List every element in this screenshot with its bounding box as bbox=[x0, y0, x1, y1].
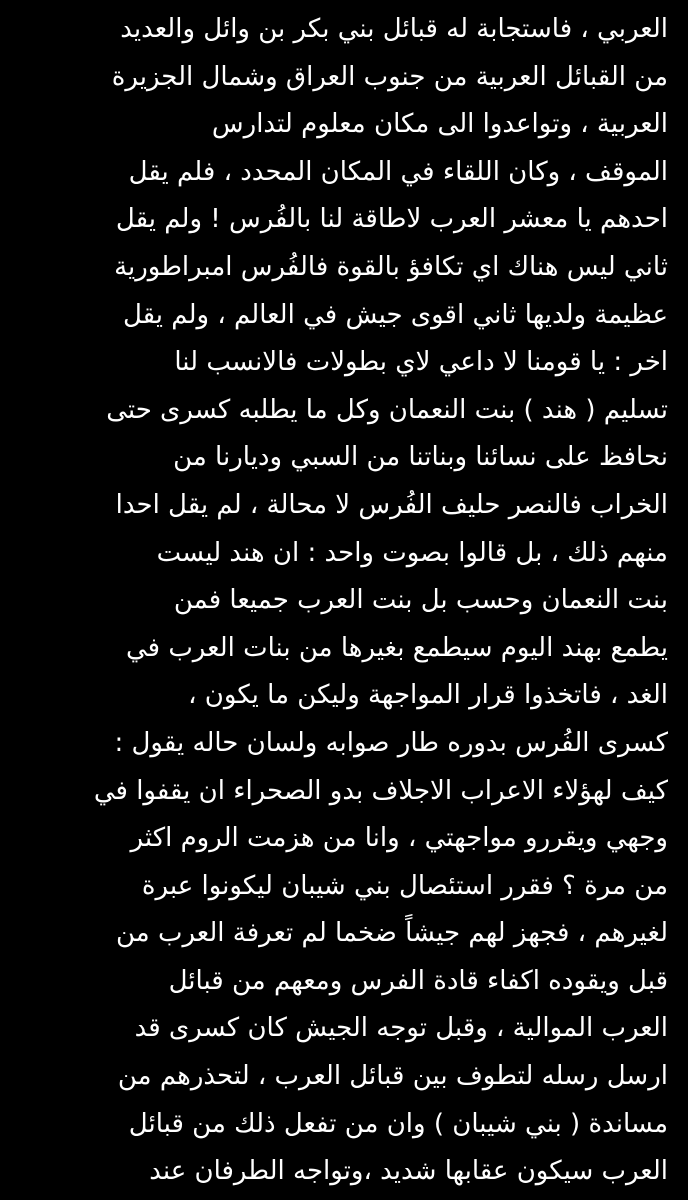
text-line: ارسل رسله لتطوف بين قبائل العرب ، لتحذرهم من bbox=[117, 1061, 668, 1092]
text-line: قبل ويقوده اكفاء قادة الفرس ومعهم من قبائل bbox=[168, 965, 668, 996]
text-line: كسرى الفُرس بدوره طار صوابه ولسان حاله يقول : bbox=[114, 727, 668, 758]
text-line: العربي ، فاستجابة له قبائل بني بكر بن وائل والعديد bbox=[120, 14, 668, 44]
text-line: الخراب فالنصر حليف الفُرس لا محالة ، لم يقل احدا bbox=[115, 489, 668, 520]
text-line: منهم ذلك ، بل قالوا بصوت واحد : ان هند ليست bbox=[156, 537, 668, 568]
text-line: بنت النعمان وحسب بل بنت العرب جميعا فمن bbox=[173, 585, 668, 616]
text-line: العرب الموالية ، وقبل توجه الجيش كان كسرى قد bbox=[134, 1013, 668, 1044]
text-line: كيف لهؤلاء الاعراب الاجلاف بدو الصحراء ان يقفوا في bbox=[93, 775, 668, 806]
text-line: وجهي ويقررو مواجهتي ، وانا من هزمت الروم اكثر bbox=[130, 823, 668, 854]
text-line: مساندة ( بني شيبان ) وان من تفعل ذلك من قبائل bbox=[128, 1108, 668, 1139]
text-line: العربية ، وتواعدوا الى مكان معلوم لتدارس bbox=[211, 109, 668, 140]
text-line: من مرة ؟ فقرر استئصال بني شيبان ليكونوا عبرة bbox=[141, 870, 668, 901]
text-line: احدهم يا معشر العرب لاطاقة لنا بالفُرس ! ولم يقل bbox=[115, 204, 668, 235]
text-line: نحافظ على نسائنا وبناتنا من السبي وديارنا من bbox=[173, 442, 668, 473]
text-line: العرب سيكون عقابها شديد ،وتواجه الطرفان عند bbox=[149, 1156, 668, 1187]
text-line: تسليم ( هند ) بنت النعمان وكل ما يطلبه كسرى حتى bbox=[106, 394, 668, 425]
text-line: الغد ، فاتخذوا قرار المواجهة وليكن ما يكون ، bbox=[188, 680, 668, 711]
text-line: يطمع بهند اليوم سيطمع بغيرها من بنات العرب في bbox=[125, 632, 668, 663]
text-line: لغيرهم ، فجهز لهم جيشاً ضخما لم تعرفة العرب من bbox=[116, 918, 668, 949]
text-line: اخر : يا قومنا لا داعي لاي بطولات فالانسب لنا bbox=[174, 347, 668, 378]
text-line: ثاني ليس هناك اي تكافؤ بالقوة فالفُرس امبراطورية bbox=[114, 251, 668, 282]
arabic-text-block bbox=[22, 6, 668, 1196]
text-line: من القبائل العربية من جنوب العراق وشمال الجزيرة bbox=[111, 61, 668, 92]
text-line: الموقف ، وكان اللقاء في المكان المحدد ، فلم يقل bbox=[128, 156, 668, 187]
text-line: عظيمة ولديها ثاني اقوى جيش في العالم ، ولم يقل bbox=[122, 299, 668, 330]
